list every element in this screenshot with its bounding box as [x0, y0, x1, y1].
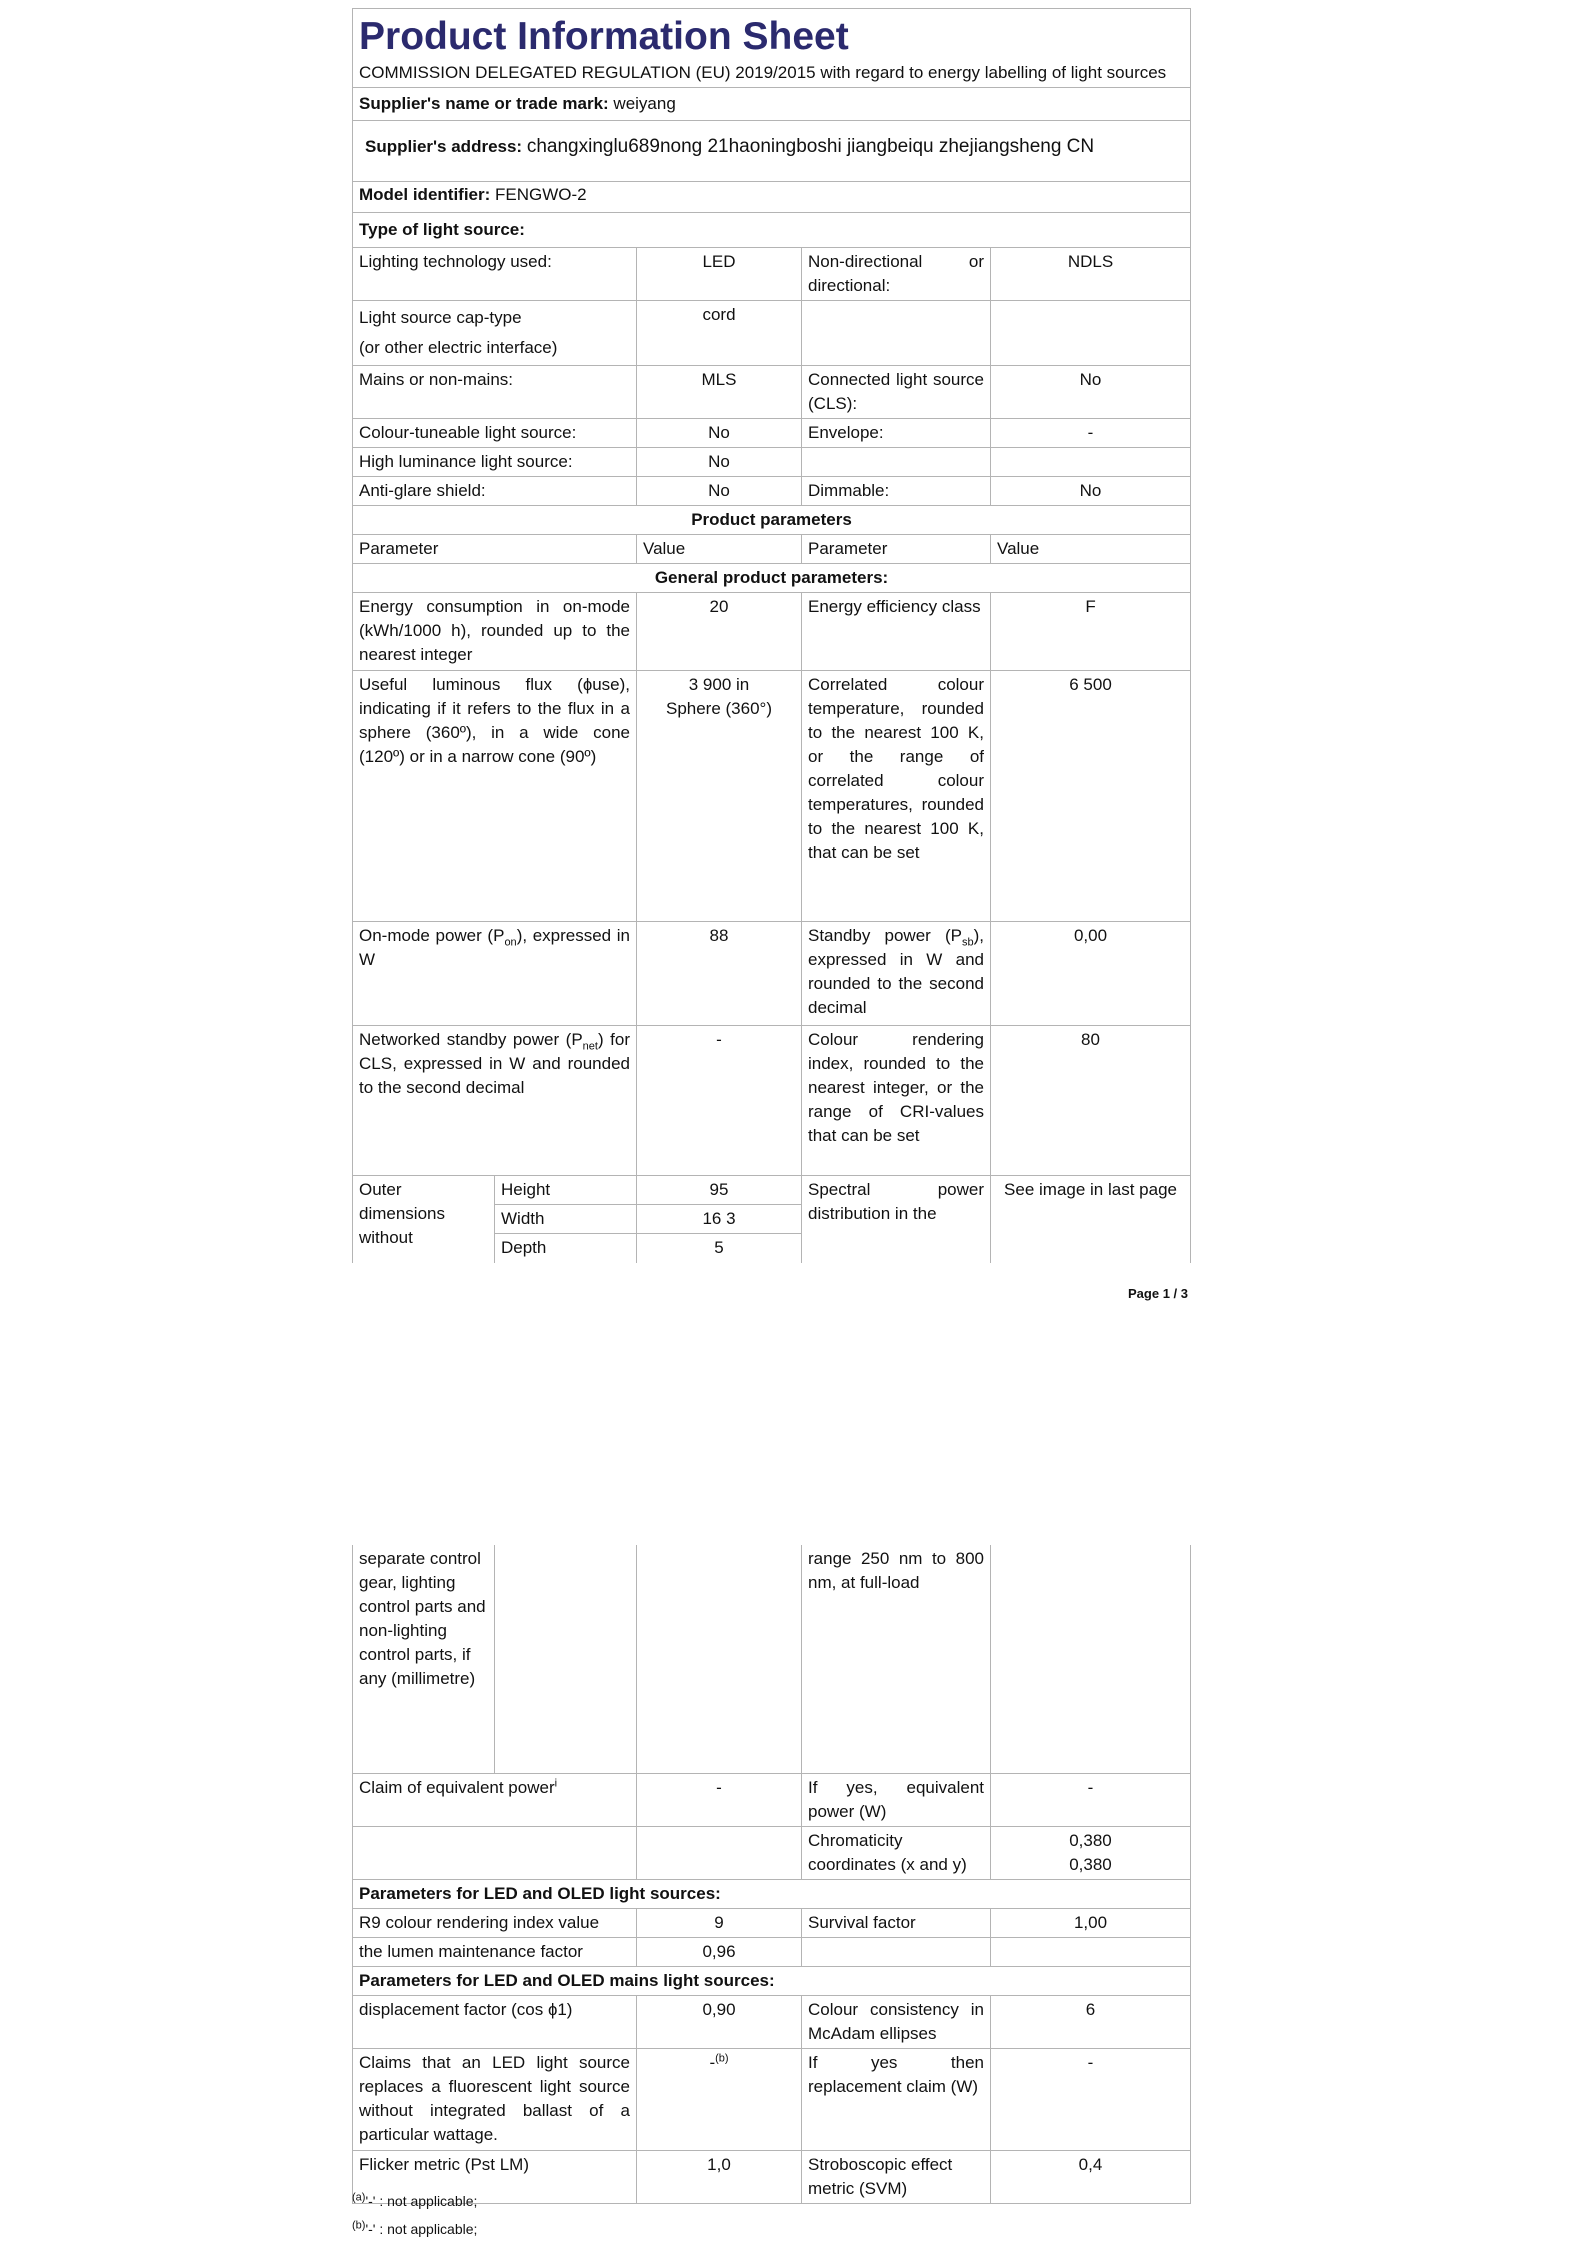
- survival-factor-value: 1,00: [991, 1908, 1191, 1937]
- cct-label: Correlated colour temperature, rounded to the nearest 100 K, or the range of correlated colour temperatures, rounded to the nearest 100 K, that can be set: [802, 671, 991, 922]
- cls-label: Connected light source (CLS):: [802, 366, 991, 419]
- product-parameters-heading: Product parameters: [353, 506, 1191, 535]
- height-value: 95: [637, 1176, 802, 1205]
- col-header-parameter: Parameter: [353, 535, 637, 564]
- outer-dimensions-label-cont: separate control gear, lighting control parts and non-lighting control parts, if any (millimetre): [353, 1545, 495, 1773]
- page-2: [352, 1545, 1190, 2235]
- cct-value: 6 500: [991, 671, 1191, 922]
- stroboscopic-value: 0,4: [991, 2150, 1191, 2203]
- chromaticity-x-value: 0,380: [1069, 1830, 1112, 1850]
- directional-value: NDLS: [991, 248, 1191, 301]
- info-table-page-1: [352, 8, 1191, 1263]
- supplier-address-label: Supplier's address:: [365, 137, 523, 156]
- type-of-light-source-label: Type of light source:: [359, 220, 525, 239]
- luminous-flux-label: Useful luminous flux (ɸuse), indicating if it refers to the flux in a sphere (360º), in a wide cone (120º) or in a narrow cone (90º): [353, 671, 637, 922]
- mains-parameters-heading: Parameters for LED and OLED mains light sources:: [353, 1966, 1191, 1995]
- energy-class-value: F: [991, 593, 1191, 671]
- networked-standby-value: -: [637, 1026, 802, 1176]
- equivalent-power-yes-value: -: [991, 1773, 1191, 1826]
- replacement-claim-label: If yes then replacement claim (W): [802, 2048, 991, 2150]
- supplier-name-label: Supplier's name or trade mark:: [359, 94, 609, 113]
- energy-consumption-value: 20: [637, 593, 802, 671]
- stroboscopic-label: Stroboscopic effect metric (SVM): [802, 2150, 991, 2203]
- page-1: [352, 8, 1190, 1301]
- networked-standby-label: Networked standby power $(P_{net})$ for CLS, expressed in W and rounded to the second decimal: [353, 1026, 637, 1176]
- col-header-value: Value: [637, 535, 802, 564]
- anti-glare-label: Anti-glare shield:: [353, 477, 637, 506]
- directional-label: Non-directional or directional:: [802, 248, 991, 301]
- depth-value: 5: [637, 1234, 802, 1263]
- standby-power-label: Standby power $(P_{sb})$, expressed in W and rounded to the second decimal: [802, 922, 991, 1026]
- width-label: Width: [495, 1205, 637, 1234]
- spectral-distribution-label: Spectral power distribution in the: [802, 1176, 991, 1263]
- supplier-address-value: changxinglu689nong 21haoningboshi jiangbeiqu zhejiangsheng CN: [526, 136, 1095, 157]
- on-mode-power-label: On-mode power $(P_{on})$, expressed in W: [353, 922, 637, 1026]
- fluorescent-claim-label: Claims that an LED light source replaces a fluorescent light source without integrated ballast of a particular wattage.: [353, 2048, 637, 2150]
- cri-label: Colour rendering index, rounded to the nearest integer, or the range of CRI-values that can be set: [802, 1026, 991, 1176]
- luminous-flux-shape: Sphere (360°): [665, 699, 773, 718]
- regulation-text: COMMISSION DELEGATED REGULATION (EU) 2019/2015 with regard to energy labelling of light sources: [359, 63, 1167, 82]
- equivalent-power-yes-label: If yes, equivalent power (W): [802, 1773, 991, 1826]
- standby-power-value: 0,00: [991, 922, 1191, 1026]
- dimmable-label: Dimmable:: [802, 477, 991, 506]
- dimmable-value: No: [991, 477, 1191, 506]
- cap-type-value: cord: [637, 301, 802, 366]
- col-header-parameter-2: Parameter: [802, 535, 991, 564]
- colour-consistency-label: Colour consistency in McAdam ellipses: [802, 1995, 991, 2048]
- colour-tuneable-value: No: [637, 419, 802, 448]
- flicker-metric-label: Flicker metric (Pst LM): [353, 2150, 637, 2203]
- lighting-tech-value: LED: [637, 248, 802, 301]
- envelope-value: -: [991, 419, 1191, 448]
- energy-class-label: Energy efficiency class: [802, 593, 991, 671]
- displacement-factor-value: 0,90: [637, 1995, 802, 2048]
- cri-value: 80: [991, 1026, 1191, 1176]
- equivalent-power-label: Claim of equivalent power$^i$: [353, 1773, 637, 1826]
- chromaticity-y-value: 0,380: [1069, 1854, 1112, 1874]
- survival-factor-label: Survival factor: [802, 1908, 991, 1937]
- displacement-factor-label: displacement factor (cos ɸ1): [353, 1995, 637, 2048]
- equivalent-power-value: -: [637, 1773, 802, 1826]
- cls-value: No: [991, 366, 1191, 419]
- col-header-value-2: Value: [991, 535, 1191, 564]
- height-label: Height: [495, 1176, 637, 1205]
- lighting-tech-label: Lighting technology used:: [353, 248, 637, 301]
- spectral-distribution-value: See image in last page: [991, 1176, 1191, 1263]
- r9-label: R9 colour rendering index value: [353, 1908, 637, 1937]
- r9-value: 9: [637, 1908, 802, 1937]
- depth-label: Depth: [495, 1234, 637, 1263]
- colour-consistency-value: 6: [991, 1995, 1191, 2048]
- envelope-label: Envelope:: [802, 419, 991, 448]
- fluorescent-claim-value: -$^{(b)}$: [637, 2048, 802, 2150]
- info-table-page-2: [352, 1545, 1191, 2204]
- lumen-maintenance-value: 0,96: [637, 1937, 802, 1966]
- cap-type-label-line1: Light source cap-type: [359, 308, 522, 327]
- page-title: Product Information Sheet: [359, 15, 849, 58]
- outer-dimensions-label: Outer dimensions without: [353, 1176, 495, 1263]
- lumen-maintenance-label: the lumen maintenance factor: [353, 1937, 637, 1966]
- flicker-metric-value: 1,0: [637, 2150, 802, 2203]
- model-label: Model identifier:: [359, 185, 491, 204]
- on-mode-power-value: 88: [637, 922, 802, 1026]
- cap-type-label-line2: (or other electric interface): [359, 338, 558, 357]
- mains-value: MLS: [637, 366, 802, 419]
- footnote-b: $^{(b)}$'-' : not applicable;: [352, 2219, 478, 2237]
- footnote-a: $^{(a)}$'-' : not applicable;: [352, 2191, 478, 2209]
- chromaticity-label: Chromaticity coordinates (x and y): [802, 1826, 991, 1879]
- replacement-claim-value: -: [991, 2048, 1191, 2150]
- mains-label: Mains or non-mains:: [353, 366, 637, 419]
- energy-consumption-label: Energy consumption in on-mode (kWh/1000 h), rounded up to the nearest integer: [353, 593, 637, 671]
- luminous-flux-value: 3 900 in: [688, 675, 750, 694]
- colour-tuneable-label: Colour-tuneable light source:: [353, 419, 637, 448]
- general-parameters-heading: General product parameters:: [353, 564, 1191, 593]
- supplier-name-value: weiyang: [613, 94, 676, 113]
- led-parameters-heading: Parameters for LED and OLED light sources:: [353, 1879, 1191, 1908]
- page-number: Page 1 / 3: [1128, 1286, 1188, 1301]
- spectral-distribution-label-cont: range 250 nm to 800 nm, at full-load: [802, 1545, 991, 1773]
- high-luminance-label: High luminance light source:: [353, 448, 637, 477]
- width-value: 16 3: [637, 1205, 802, 1234]
- anti-glare-value: No: [637, 477, 802, 506]
- high-luminance-value: No: [637, 448, 802, 477]
- model-value: FENGWO-2: [495, 185, 587, 204]
